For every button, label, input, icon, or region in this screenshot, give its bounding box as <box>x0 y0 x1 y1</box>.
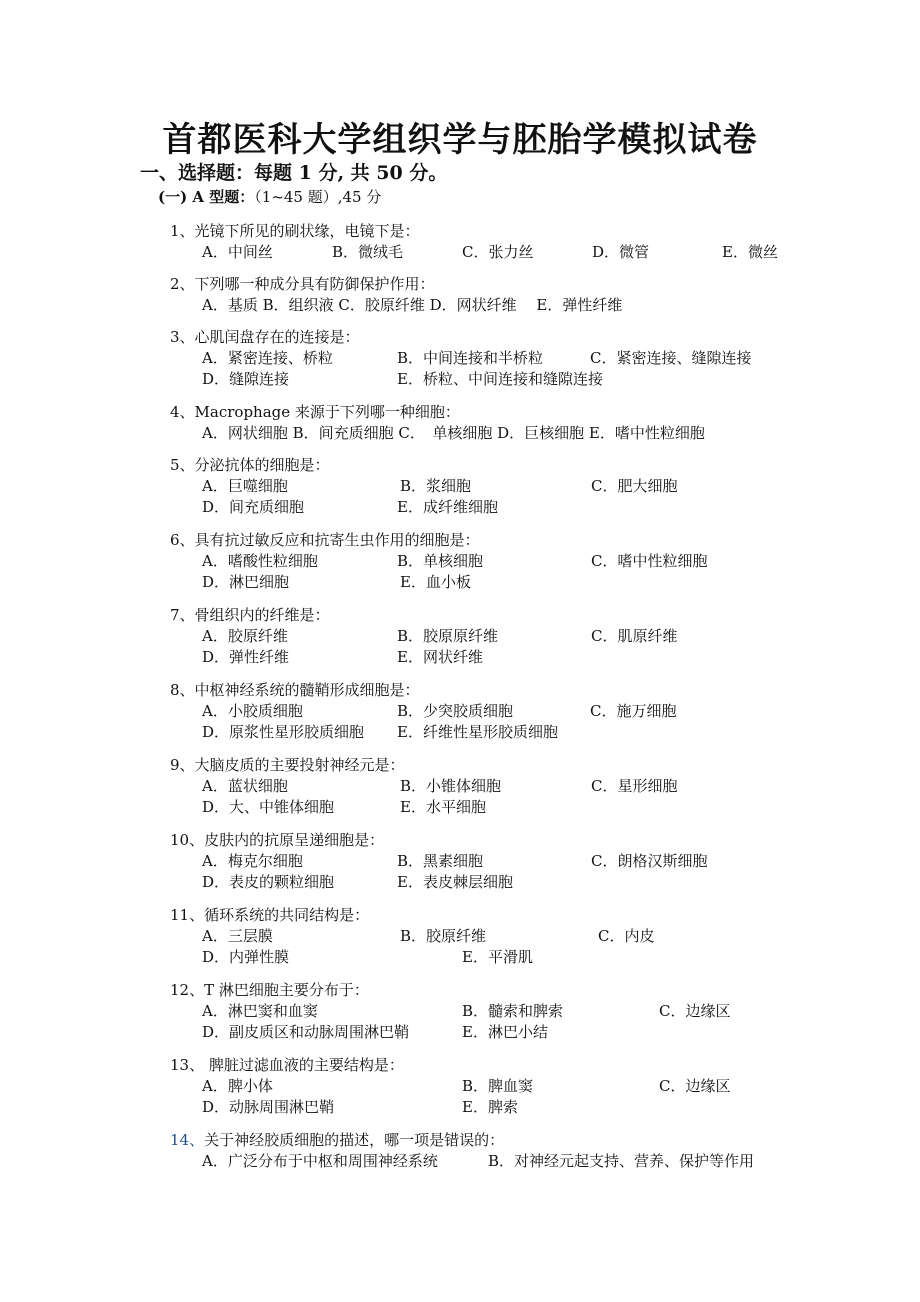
option-e: E．成纤维细胞 <box>397 498 498 516</box>
option-e: E．微丝 <box>722 243 778 261</box>
question-14 <box>170 1129 870 1182</box>
question-stem <box>170 326 360 347</box>
option-b: B．中间连接和半桥粒 <box>397 349 544 367</box>
option-a: A．淋巴窦和血窦 <box>202 1002 318 1020</box>
option-b: B．胶原原纤维 <box>397 627 499 645</box>
option-c: C．星形细胞 <box>591 777 678 795</box>
option-row <box>202 550 822 571</box>
option-e: E．血小板 <box>400 573 471 591</box>
option-row <box>202 422 822 443</box>
option-a: A．中间丝 <box>202 243 273 261</box>
subsection-detail: （1~45 题）,45 分 <box>254 188 382 206</box>
question-text: 心肌闰盘存在的连接是： <box>194 328 360 346</box>
question-12 <box>170 979 870 1054</box>
question-number: 11、 <box>170 906 205 924</box>
question-stem <box>170 754 405 775</box>
option-row <box>202 1021 822 1042</box>
option-row <box>202 347 822 368</box>
question-number: 9、 <box>170 756 195 774</box>
option-a: A．胶原纤维 <box>202 627 288 645</box>
option-row <box>202 1000 822 1021</box>
question-text: 关于神经胶质细胞的描述，哪一项是错误的： <box>204 1131 505 1149</box>
option-b: B．单核细胞 <box>397 552 484 570</box>
option-e: E．水平细胞 <box>400 798 486 816</box>
option-row <box>202 496 822 517</box>
question-stem <box>170 401 460 422</box>
subsection-heading <box>158 186 381 207</box>
question-11 <box>170 904 870 979</box>
option-c: C．朗格汉斯细胞 <box>591 852 708 870</box>
option-e: E．桥粒、中间连接和缝隙连接 <box>397 370 603 388</box>
option-row <box>202 475 822 496</box>
question-number: 1、 <box>170 222 195 240</box>
question-number: 14、 <box>170 1131 205 1149</box>
option-b: B．黑素细胞 <box>397 852 484 870</box>
option-c: C．内皮 <box>598 927 655 945</box>
question-number: 8、 <box>170 681 195 699</box>
option-e: E．网状纤维 <box>397 648 483 666</box>
option-row <box>202 368 822 389</box>
option-d: D．微管 <box>592 243 650 261</box>
option-b: B．胶原纤维 <box>400 927 487 945</box>
question-stem <box>170 679 420 700</box>
option-d: D．动脉周围淋巴鞘 <box>202 1098 335 1116</box>
option-row <box>202 796 822 817</box>
question-stem <box>170 829 384 850</box>
question-text: 脾脏过滤血液的主要结构是： <box>204 1056 404 1074</box>
options-inline: A．基质 B．组织液 C．胶原纤维 D．网状纤维 E．弹性纤维 <box>202 296 623 314</box>
question-stem <box>170 904 369 925</box>
option-row <box>202 700 822 721</box>
option-row <box>202 1075 822 1096</box>
option-e: E．脾索 <box>462 1098 518 1116</box>
option-a: A．嗜酸性粒细胞 <box>202 552 318 570</box>
option-d: D．内弹性膜 <box>202 948 290 966</box>
question-stem <box>170 529 480 550</box>
question-text: 大脑皮质的主要投射神经元是： <box>194 756 405 774</box>
option-row <box>202 241 822 262</box>
options-inline: A．网状细胞 B．间充质细胞 C． 单核细胞 D．巨核细胞 E．嗜中性粒细胞 <box>202 424 705 442</box>
question-number: 13、 <box>170 1056 205 1074</box>
option-c: C．紧密连接、缝隙连接 <box>590 349 752 367</box>
option-c: C．张力丝 <box>462 243 534 261</box>
question-4 <box>170 401 870 454</box>
option-d: D．淋巴细胞 <box>202 573 290 591</box>
option-b: B．少突胶质细胞 <box>397 702 514 720</box>
question-number: 4、 <box>170 403 195 421</box>
option-row <box>202 646 822 667</box>
question-2 <box>170 273 870 326</box>
option-a: A．广泛分布于中枢和周围神经系统 <box>202 1152 438 1170</box>
option-b: B．对神经元起支持、营养、保护等作用 <box>488 1152 755 1170</box>
option-a: A．巨噬细胞 <box>202 477 288 495</box>
question-stem <box>170 454 330 475</box>
question-5 <box>170 454 870 529</box>
option-row <box>202 775 822 796</box>
question-7 <box>170 604 870 679</box>
question-list <box>170 220 870 1182</box>
option-e: E．纤维性星形胶质细胞 <box>397 723 558 741</box>
question-number: 2、 <box>170 275 195 293</box>
option-d: D．原浆性星形胶质细胞 <box>202 723 365 741</box>
question-9 <box>170 754 870 829</box>
option-c: C．边缘区 <box>659 1002 731 1020</box>
question-1 <box>170 220 870 273</box>
question-number: 10、 <box>170 831 205 849</box>
option-e: E．淋巴小结 <box>462 1023 548 1041</box>
option-b: B．脾血窦 <box>462 1077 534 1095</box>
question-8 <box>170 679 870 754</box>
option-b: B．微绒毛 <box>332 243 404 261</box>
option-d: D．大、中锥体细胞 <box>202 798 335 816</box>
question-stem <box>170 1054 404 1075</box>
option-c: C．施万细胞 <box>590 702 677 720</box>
option-row <box>202 294 822 315</box>
question-number: 3、 <box>170 328 195 346</box>
question-stem <box>170 220 420 241</box>
question-3 <box>170 326 870 401</box>
option-d: D．表皮的颗粒细胞 <box>202 873 335 891</box>
question-6 <box>170 529 870 604</box>
question-text: 分泌抗体的细胞是： <box>194 456 330 474</box>
option-row <box>202 625 822 646</box>
option-e: E．平滑肌 <box>462 948 533 966</box>
option-e: E．表皮棘层细胞 <box>397 873 513 891</box>
option-a: A．梅克尔细胞 <box>202 852 303 870</box>
option-b: B．浆细胞 <box>400 477 472 495</box>
option-d: D．副皮质区和动脉周围淋巴鞘 <box>202 1023 410 1041</box>
option-row <box>202 721 822 742</box>
question-text: Macrophage 来源于下列哪一种细胞： <box>194 403 460 421</box>
question-stem <box>170 1129 504 1150</box>
question-stem <box>170 273 435 294</box>
question-number: 5、 <box>170 456 195 474</box>
option-a: A．蓝状细胞 <box>202 777 288 795</box>
question-text: 骨组织内的纤维是： <box>194 606 330 624</box>
option-a: A．三层膜 <box>202 927 273 945</box>
option-a: A．紧密连接、桥粒 <box>202 349 333 367</box>
question-text: T 淋巴细胞主要分布于： <box>204 981 369 999</box>
option-c: C．嗜中性粒细胞 <box>591 552 708 570</box>
subsection-label: (一) A 型题： <box>158 188 255 206</box>
option-d: D．弹性纤维 <box>202 648 290 666</box>
option-d: D．间充质细胞 <box>202 498 305 516</box>
question-stem <box>170 604 330 625</box>
question-text: 皮肤内的抗原呈递细胞是： <box>204 831 385 849</box>
option-row <box>202 1096 822 1117</box>
option-row <box>202 1150 822 1171</box>
question-13 <box>170 1054 870 1129</box>
question-text: 中枢神经系统的髓鞘形成细胞是： <box>194 681 420 699</box>
option-a: A．脾小体 <box>202 1077 273 1095</box>
section-heading: 一、选择题：每题 1 分, 共 50 分。 <box>140 162 448 184</box>
question-10 <box>170 829 870 904</box>
option-row <box>202 850 822 871</box>
option-d: D．缝隙连接 <box>202 370 290 388</box>
option-b: B．小锥体细胞 <box>400 777 502 795</box>
option-c: C．肌原纤维 <box>591 627 678 645</box>
question-text: 光镜下所见的刷状缘，电镜下是： <box>194 222 420 240</box>
option-row <box>202 946 822 967</box>
question-stem <box>170 979 369 1000</box>
option-row <box>202 571 822 592</box>
option-b: B．髓索和脾索 <box>462 1002 564 1020</box>
question-text: 具有抗过敏反应和抗寄生虫作用的细胞是： <box>194 531 480 549</box>
question-number: 7、 <box>170 606 195 624</box>
option-row <box>202 925 822 946</box>
option-c: C．肥大细胞 <box>591 477 678 495</box>
option-row <box>202 871 822 892</box>
question-number: 6、 <box>170 531 195 549</box>
question-number: 12、 <box>170 981 205 999</box>
option-c: C．边缘区 <box>659 1077 731 1095</box>
question-text: 下列哪一种成分具有防御保护作用： <box>194 275 435 293</box>
page-title: 首都医科大学组织学与胚胎学模拟试卷 <box>162 120 758 160</box>
option-a: A．小胶质细胞 <box>202 702 303 720</box>
question-text: 循环系统的共同结构是： <box>204 906 370 924</box>
